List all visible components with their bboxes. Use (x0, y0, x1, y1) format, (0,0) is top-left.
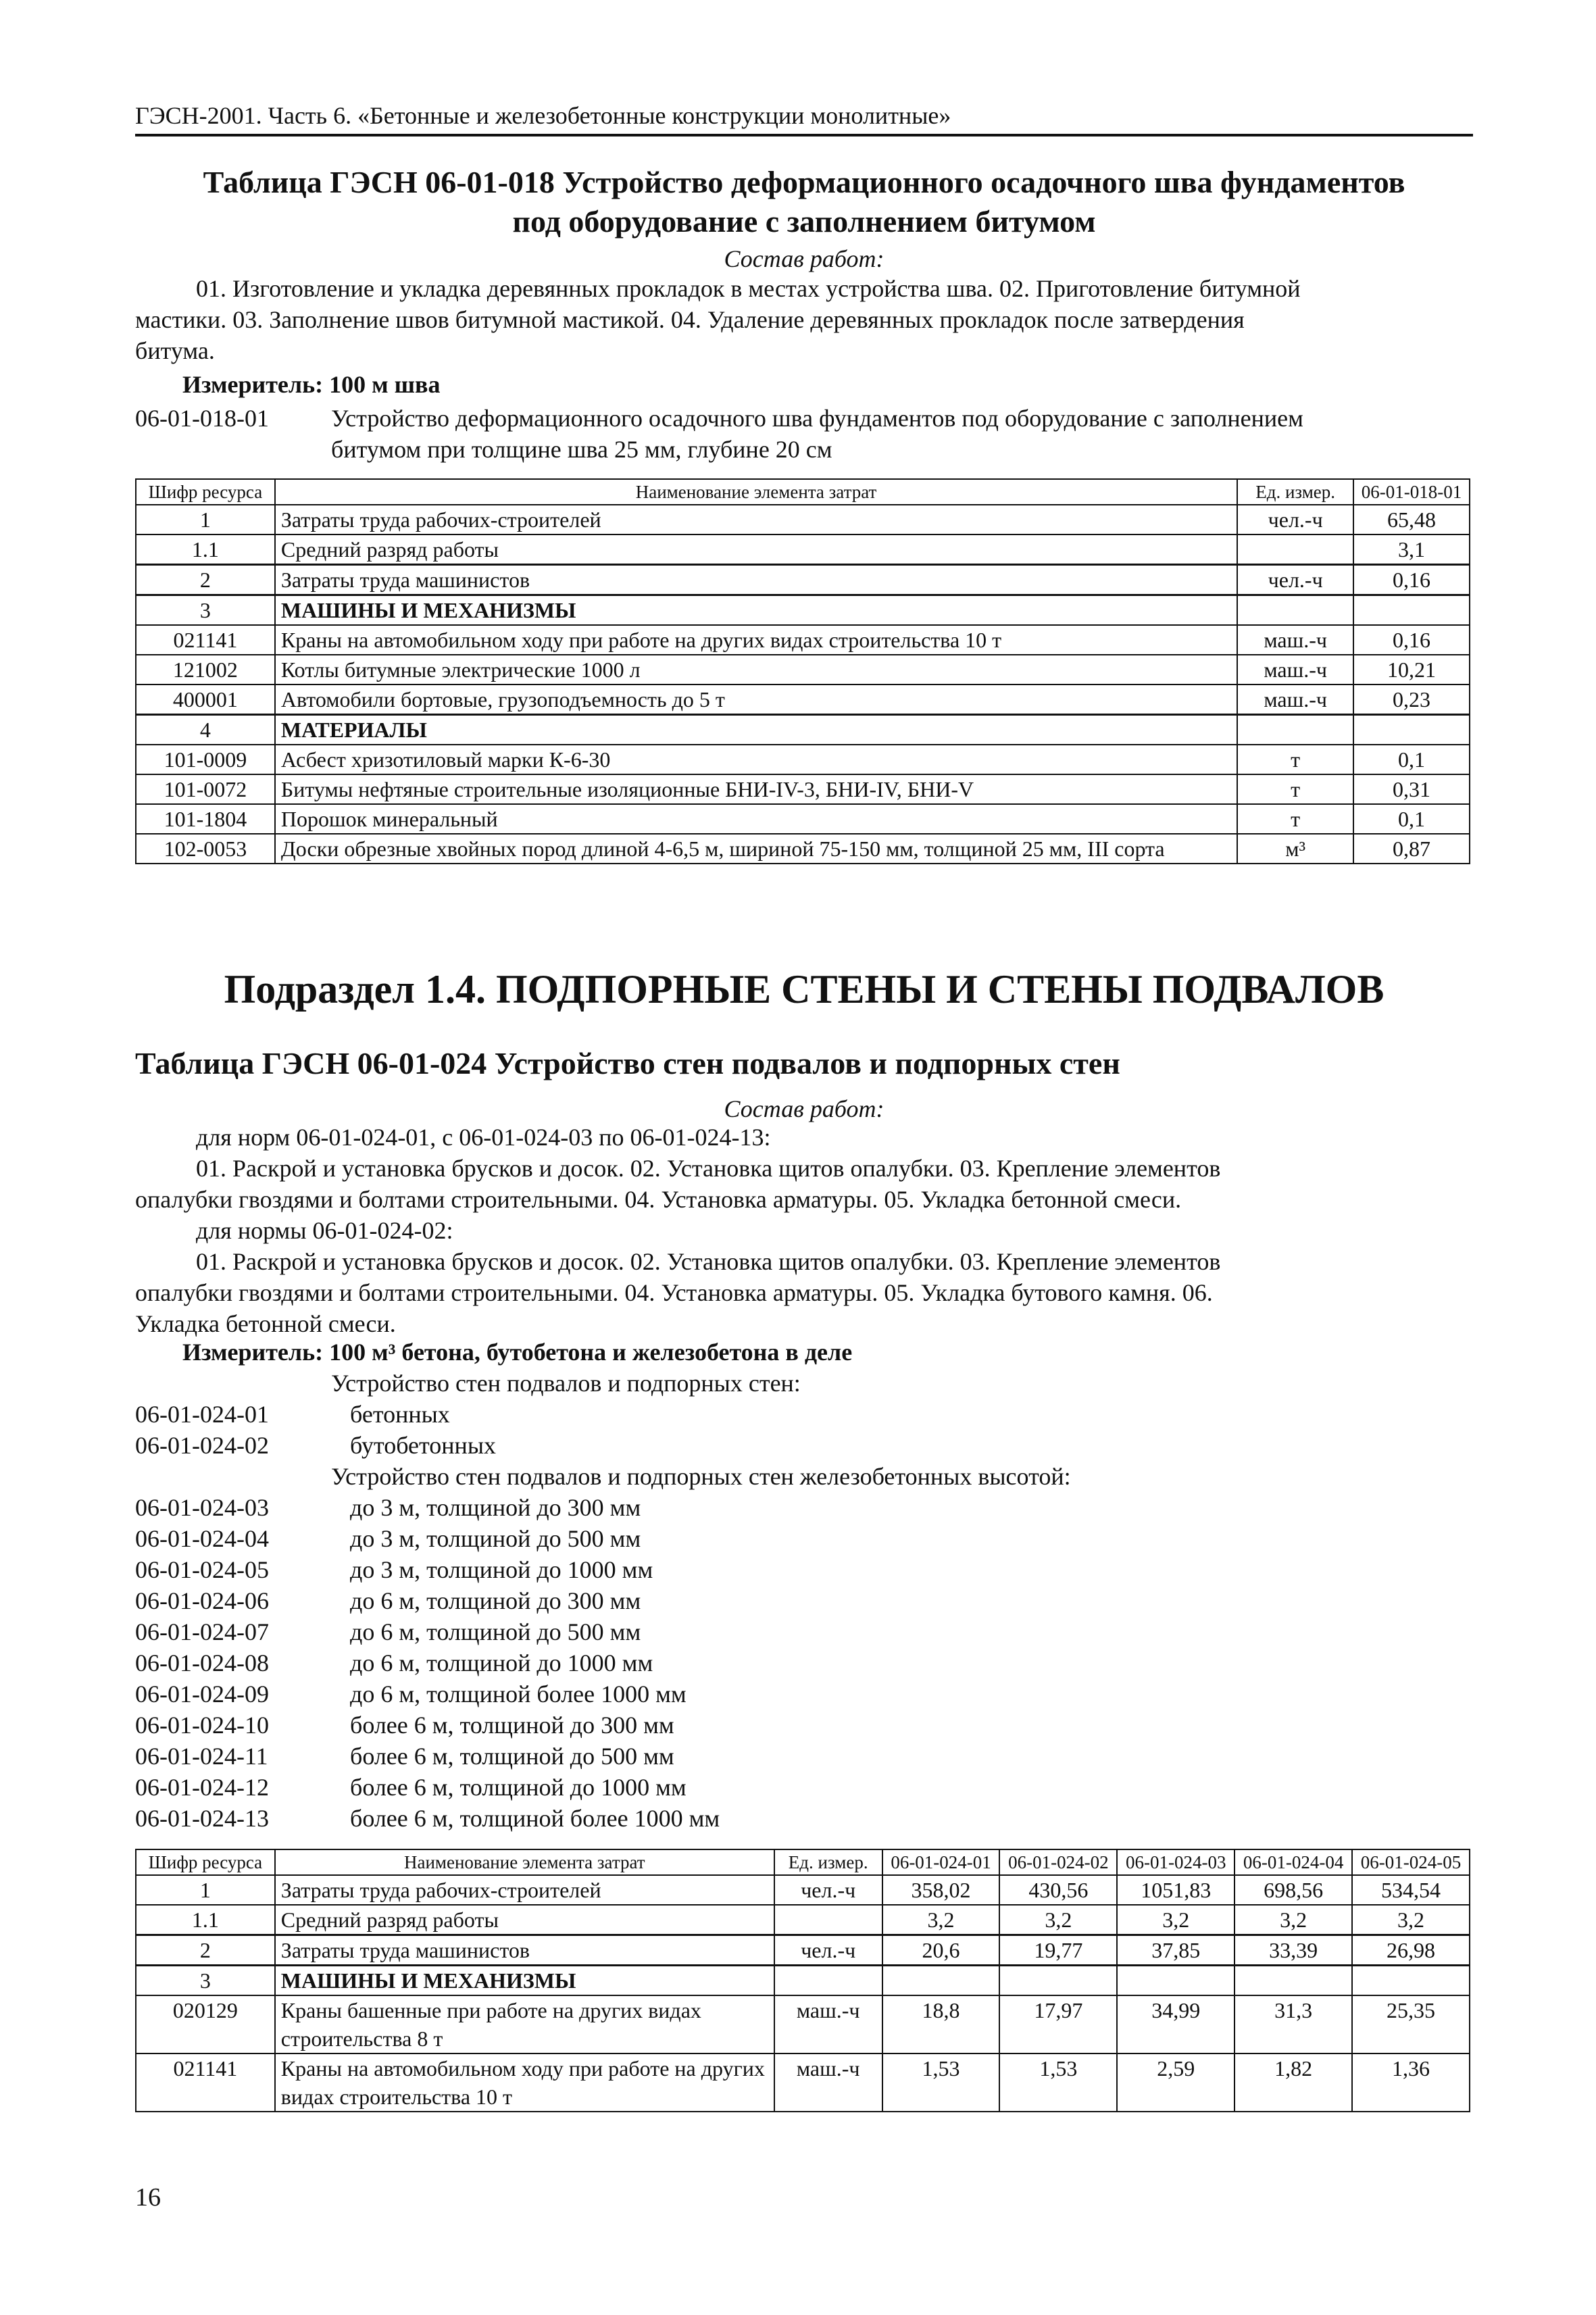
t1-cell-value: 0,23 (1353, 684, 1470, 715)
norm-code: 06-01-024-12 (135, 1774, 269, 1801)
t1-cell-value: 0,16 (1353, 625, 1470, 655)
norm-code: 06-01-024-11 (135, 1743, 268, 1770)
t1-cell-value (1353, 595, 1470, 626)
t2-cell-value: 3,2 (1352, 1905, 1470, 1935)
norm-code: 06-01-024-04 (135, 1525, 269, 1552)
t2-cell-value: 1,36 (1352, 2053, 1470, 2112)
t2-row (136, 1966, 1470, 1996)
norm-code: 06-01-024-06 (135, 1587, 269, 1614)
t2-cell-name: МАШИНЫ И МЕХАНИЗМЫ (275, 1966, 774, 1996)
t2-header-unit: Ед. измер. (774, 1849, 882, 1875)
t1-cell-name: Битумы нефтяные строительные изоляционные БНИ-IV-3, БНИ-IV, БНИ-V (275, 774, 1237, 804)
t2-header-col: 06-01-024-01 (882, 1849, 1000, 1875)
t2-cell-value: 358,02 (882, 1875, 1000, 1905)
t1-cell-code: 102-0053 (136, 834, 275, 864)
norm-code: 06-01-024-13 (135, 1805, 269, 1832)
t1-cell-name: Затраты труда рабочих-строителей (275, 505, 1237, 534)
norm-code: 06-01-024-09 (135, 1681, 269, 1708)
t2-cell-unit (774, 1905, 882, 1935)
t1-cell-code: 101-0072 (136, 774, 275, 804)
t2-cell-value: 430,56 (999, 1875, 1117, 1905)
t1-row (136, 534, 1470, 565)
t2-cell-name: Средний разряд работы (275, 1905, 774, 1935)
t1-cell-name: Краны на автомобильном ходу при работе на других видах строительства 10 т (275, 625, 1237, 655)
t1-cell-name: Доски обрезные хвойных пород длиной 4-6,5 м, шириной 75-150 мм, толщиной 25 мм, III сорта (275, 834, 1237, 864)
table1-work-line3: битума. (135, 337, 215, 364)
table1-work-line2: мастики. 03. Заполнение швов битумной мастикой. 04. Удаление деревянных прокладок после затвердения (135, 306, 1245, 333)
t1-header-unit: Ед. измер. (1237, 479, 1353, 505)
table2-work-heading: Состав работ: (724, 1095, 884, 1122)
table1-work-line1: 01. Изготовление и укладка деревянных прокладок в местах устройства шва. 02. Приготовление битумной (196, 275, 1301, 302)
t2-cell-value: 33,39 (1235, 1935, 1352, 1966)
t2-cell-value: 37,85 (1117, 1935, 1235, 1966)
table1-title-line1: Таблица ГЭСН 06-01-018 Устройство деформационного осадочного шва фундаментов (203, 165, 1405, 199)
t2-cell-value: 3,2 (1117, 1905, 1235, 1935)
t1-row (136, 745, 1470, 774)
t2-cell-code: 1 (136, 1875, 275, 1905)
table2-for-norms-1: для норм 06-01-024-01, с 06-01-024-03 по 06-01-024-13: (196, 1124, 771, 1151)
t2-cell-value: 534,54 (1352, 1875, 1470, 1905)
t1-row (136, 595, 1470, 626)
t1-cell-unit: чел.-ч (1237, 505, 1353, 534)
t1-cell-unit: маш.-ч (1237, 684, 1353, 715)
t1-cell-code: 4 (136, 715, 275, 745)
norm-desc: бутобетонных (350, 1432, 496, 1459)
t2-cell-value: 1051,83 (1117, 1875, 1235, 1905)
norm-desc: до 3 м, толщиной до 300 мм (350, 1494, 641, 1521)
table1-meter: Измеритель: 100 м шва (182, 371, 441, 398)
t1-cell-code: 101-1804 (136, 804, 275, 834)
t1-cell-name: Асбест хризотиловый марки К-6-30 (275, 745, 1237, 774)
table1-work-text (135, 273, 1473, 366)
t1-cell-unit: т (1237, 804, 1353, 834)
t1-cell-code: 121002 (136, 655, 275, 684)
table2-work-a-line1: 01. Раскрой и установка брусков и досок. 02. Установка щитов опалубки. 03. Крепление элементов (196, 1155, 1221, 1182)
table2-work-b-line3: Укладка бетонной смеси. (135, 1310, 396, 1337)
t2-cell-value: 31,3 (1235, 1995, 1352, 2053)
table1-title-line2: под оборудование с заполнением битумом (512, 204, 1096, 239)
t1-cell-name: Средний разряд работы (275, 534, 1237, 565)
t1-cell-unit (1237, 595, 1353, 626)
t2-cell-code: 1.1 (136, 1905, 275, 1935)
norm-desc: до 3 м, толщиной до 1000 мм (350, 1556, 653, 1583)
t1-cell-code: 1.1 (136, 534, 275, 565)
t1-cell-name: Затраты труда машинистов (275, 565, 1237, 595)
t2-cell-value (1352, 1966, 1470, 1996)
t1-cell-unit: чел.-ч (1237, 565, 1353, 595)
t1-cell-value: 0,1 (1353, 804, 1470, 834)
t2-cell-value: 25,35 (1352, 1995, 1470, 2053)
t2-cell-value: 18,8 (882, 1995, 1000, 2053)
t1-cell-code: 2 (136, 565, 275, 595)
t2-cell-code: 2 (136, 1935, 275, 1966)
norm-desc: до 6 м, толщиной до 1000 мм (350, 1649, 653, 1676)
t1-cell-value: 0,16 (1353, 565, 1470, 595)
t1-cell-value: 65,48 (1353, 505, 1470, 534)
t1-row (136, 684, 1470, 715)
t2-cell-name: Затраты труда машинистов (275, 1935, 774, 1966)
document-page: ГЭСН-2001. Часть 6. «Бетонные и железобетонные конструкции монолитные» Таблица ГЭСН 06-01-018 Устройство деформационного осадочного шва фундаментов под оборудование с заполнением битумом Состав работ: 01. Изготовление и укладка деревянных прокладок в местах устройства шва. 02. Приготовление битумной мастики. 03. Заполнение швов битумной мастикой. 04. Удаление деревянных прокладок после затвердения битума. Измеритель: 100 м шва 06-01-018-01 Устройство деформационного осадочного шва фундаментов под оборудование с заполнением битумом при толщине шва 25 мм, глубине 20 см Шифр ресурса Наименование элемента затрат Ед. измер. 06-01-018-01 1 Затраты труда рабочих-строителей чел.-ч 65,48 1.1 Средний разряд работы 3,1 2 Затраты труда машинистов чел.-ч 0,16 3 МАШИНЫ И МЕХАНИЗМЫ 021141 Краны на автомобильном ходу при работе на других видах строительства 10 т маш.-ч 0,16 121002 Котлы битумные электрические 1000 л маш.-ч 10,21 400001 Автомобили бортовые, грузоподъемность до 5 т маш.-ч 0,23 4 МАТЕРИАЛЫ 101-0009 Асбест хризотиловый марки К-6-30 т 0,1 101-0072 Битумы нефтяные строительные изоляционные БНИ-IV-3, БНИ-IV, БНИ-V т 0,31 101-1804 Порошок минеральный т 0,1 102-0053 Доски обрезные хвойных пород длиной 4-6,5 м, шириной 75-150 мм, толщиной 25 мм, III сорта м³ 0,87 Подраздел 1.4. ПОДПОРНЫЕ СТЕНЫ И СТЕНЫ ПОДВАЛОВ Таблица ГЭСН 06-01-024 Устройство стен подвалов и подпорных стен Состав работ: для норм 06-01-024-01, с 06-01-024-03 по 06-01-024-13: 01. Раскрой и установка брусков и досок. 02. Установка щитов опалубки. 03. Крепление элементов опалубки гвоздями и болтами строительными. 04. Установка арматуры. 05. Укладка бетонной смеси. для нормы 06-01-024-02: 01. Раскрой и установка брусков и досок. 02. Установка щитов опалубки. 03. Крепление элементов опалубки гвоздями и болтами строительными. 04. Установка арматуры. 05. Укладка бутового камня. 06. Укладка бетонной смеси. Измеритель: 100 м³ бетона, бутобетона и железобетона в деле Устройство стен подвалов и подпорных стен: 06-01-024-01 бетонных 06-01-024-02 бутобетонных 06-01-024-03 до 3 м, толщиной до 300 мм 06-01-024-04 до 3 м, толщиной до 500 мм 06-01-024-05 до 3 м, толщиной до 1000 мм 06-01-024-06 до 6 м, толщиной до 300 мм 06-01-024-07 до 6 м, толщиной до 500 мм 06-01-024-08 до 6 м, толщиной до 1000 мм 06-01-024-09 до 6 м, толщиной более 1000 мм 06-01-024-10 более 6 м, толщиной до 300 мм 06-01-024-11 более 6 м, толщиной до 500 мм 06-01-024-12 более 6 м, толщиной до 1000 мм 06-01-024-13 более 6 м, толщиной более 1000 мм Устройство стен подвалов и подпорных стен железобетонных высотой: Шифр ресурса Наименование элемента затрат Ед. измер. 06-01-024-01 06-01-024-02 06-01-024-03 06-01-024-04 06-01-024-05 1 Затраты труда рабочих-строителей чел.-ч 358,02 430,56 1051,83 698,56 534,54 1.1 Средний разряд работы 3,2 3,2 3,2 3,2 3,2 2 Затраты труда машинистов чел.-ч 20,6 19,77 37,85 33,39 26,98 3 МАШИНЫ И МЕХАНИЗМЫ 020129 Краны башенные при работе на других видах строительства 8 т маш.-ч 18,8 17,97 34,99 31,3 25,35 021141 Краны на автомобильном ходу при работе на других видах строительства 10 т маш.-ч 1,53 1,53 2,59 1,82 1,36 16 (0, 0, 1596, 2315)
norm-desc: более 6 м, толщиной более 1000 мм (350, 1805, 720, 1832)
t1-cell-name: МАШИНЫ И МЕХАНИЗМЫ (275, 595, 1237, 626)
t1-header-code: Шифр ресурса (136, 479, 275, 505)
norm-desc: более 6 м, толщиной до 500 мм (350, 1743, 674, 1770)
norm-code: 06-01-024-07 (135, 1618, 269, 1645)
t1-cell-name: Автомобили бортовые, грузоподъемность до 5 т (275, 684, 1237, 715)
t1-cell-unit (1237, 715, 1353, 745)
t1-cell-unit (1237, 534, 1353, 565)
t1-cell-name: Порошок минеральный (275, 804, 1237, 834)
t1-row (136, 625, 1470, 655)
norm-code: 06-01-024-02 (135, 1432, 269, 1459)
t2-cell-value (882, 1966, 1000, 1996)
t2-cell-unit: маш.-ч (774, 2053, 882, 2112)
norm-desc: более 6 м, толщиной до 1000 мм (350, 1774, 687, 1801)
norm-desc: бетонных (350, 1401, 450, 1428)
t2-cell-name: Краны на автомобильном ходу при работе на других видах строительства 10 т (275, 2053, 774, 2112)
table2-title: Таблица ГЭСН 06-01-024 Устройство стен подвалов и подпорных стен (135, 1046, 1120, 1080)
t1-cell-value (1353, 715, 1470, 745)
norm-desc: более 6 м, толщиной до 300 мм (350, 1712, 674, 1739)
t1-row (136, 804, 1470, 834)
norm-desc: до 3 м, толщиной до 500 мм (350, 1525, 641, 1552)
t2-cell-code: 3 (136, 1966, 275, 1996)
t1-cell-code: 1 (136, 505, 275, 534)
t1-cell-unit: маш.-ч (1237, 625, 1353, 655)
t1-row (136, 505, 1470, 534)
t2-cell-value (1235, 1966, 1352, 1996)
table2-for-norms-2: для нормы 06-01-024-02: (196, 1217, 453, 1244)
t2-row (136, 1995, 1470, 2053)
table1-norm-desc: Устройство деформационного осадочного шва фундаментов под оборудование с заполнением битумом при толщине шва 25 мм, глубине 20 см (331, 405, 1303, 463)
t1-cell-unit: м³ (1237, 834, 1353, 864)
t2-cell-value: 1,53 (999, 2053, 1117, 2112)
t1-cell-code: 3 (136, 595, 275, 626)
t2-cell-value: 26,98 (1352, 1935, 1470, 1966)
t2-header-code: Шифр ресурса (136, 1849, 275, 1875)
t2-header-col: 06-01-024-04 (1235, 1849, 1352, 1875)
t2-row (136, 1875, 1470, 1905)
t1-header-col1: 06-01-018-01 (1353, 479, 1470, 505)
t2-cell-unit (774, 1966, 882, 1996)
t2-cell-code: 020129 (136, 1995, 275, 2053)
t1-cell-code: 021141 (136, 625, 275, 655)
t2-header-col: 06-01-024-02 (999, 1849, 1117, 1875)
t2-cell-name: Затраты труда рабочих-строителей (275, 1875, 774, 1905)
t1-cell-code: 400001 (136, 684, 275, 715)
t2-header-col: 06-01-024-03 (1117, 1849, 1235, 1875)
table1-work-heading: Состав работ: (724, 245, 884, 272)
norm-desc: до 6 м, толщиной до 300 мм (350, 1587, 641, 1614)
running-header: ГЭСН-2001. Часть 6. «Бетонные и железобетонные конструкции монолитные» (135, 101, 1473, 136)
t2-cell-value: 3,2 (999, 1905, 1117, 1935)
t2-cell-unit: чел.-ч (774, 1935, 882, 1966)
t1-row (136, 715, 1470, 745)
t1-cell-value: 0,31 (1353, 774, 1470, 804)
t1-cell-value: 10,21 (1353, 655, 1470, 684)
t2-cell-value: 19,77 (999, 1935, 1117, 1966)
t1-cell-name: МАТЕРИАЛЫ (275, 715, 1237, 745)
t2-cell-value: 34,99 (1117, 1995, 1235, 2053)
norm-desc: до 6 м, толщиной более 1000 мм (350, 1681, 687, 1708)
t1-cell-unit: т (1237, 774, 1353, 804)
table2-work-b-line1: 01. Раскрой и установка брусков и досок. 02. Установка щитов опалубки. 03. Крепление элементов (196, 1248, 1221, 1275)
t2-cell-value: 3,2 (1235, 1905, 1352, 1935)
t2-cell-code: 021141 (136, 2053, 275, 2112)
table2-grid (135, 1849, 1470, 2112)
t1-cell-code: 101-0009 (136, 745, 275, 774)
norm-desc: до 6 м, толщиной до 500 мм (350, 1618, 641, 1645)
t1-header-name: Наименование элемента затрат (275, 479, 1237, 505)
t2-row (136, 2053, 1470, 2112)
table1-norm-code: 06-01-018-01 (135, 405, 269, 432)
table2-work-b-line2: опалубки гвоздями и болтами строительными. 04. Установка арматуры. 05. Укладка бутового камня. 06. (135, 1279, 1213, 1306)
t1-row (136, 774, 1470, 804)
t1-row (136, 834, 1470, 864)
t2-header-name: Наименование элемента затрат (275, 1849, 774, 1875)
t2-cell-value: 1,53 (882, 2053, 1000, 2112)
t1-row (136, 565, 1470, 595)
t1-cell-unit: т (1237, 745, 1353, 774)
t2-cell-value: 1,82 (1235, 2053, 1352, 2112)
table2-work-text (135, 1122, 1473, 1339)
t2-cell-unit: чел.-ч (774, 1875, 882, 1905)
t1-cell-value: 0,87 (1353, 834, 1470, 864)
t2-cell-value (999, 1966, 1117, 1996)
t2-cell-value (1117, 1966, 1235, 1996)
page-number: 16 (135, 2183, 161, 2212)
t2-row (136, 1935, 1470, 1966)
norm-code: 06-01-024-01 (135, 1401, 269, 1428)
table2-work-a-line2: опалубки гвоздями и болтами строительными. 04. Установка арматуры. 05. Укладка бетонной смеси. (135, 1186, 1182, 1213)
t2-cell-unit: маш.-ч (774, 1995, 882, 2053)
t2-cell-value: 2,59 (1117, 2053, 1235, 2112)
t2-cell-value: 17,97 (999, 1995, 1117, 2053)
t2-cell-name: Краны башенные при работе на других видах строительства 8 т (275, 1995, 774, 2053)
t1-cell-name: Котлы битумные электрические 1000 л (275, 655, 1237, 684)
table2-meter: Измеритель: 100 м³ бетона, бутобетона и железобетона в деле (182, 1339, 853, 1366)
t2-cell-value: 3,2 (882, 1905, 1000, 1935)
t1-cell-unit: маш.-ч (1237, 655, 1353, 684)
section-title: Подраздел 1.4. ПОДПОРНЫЕ СТЕНЫ И СТЕНЫ ПОДВАЛОВ (224, 967, 1385, 1012)
t1-cell-value: 3,1 (1353, 534, 1470, 565)
t2-cell-value: 698,56 (1235, 1875, 1352, 1905)
t1-row (136, 655, 1470, 684)
table1-grid (135, 478, 1470, 864)
t2-cell-value: 20,6 (882, 1935, 1000, 1966)
t1-cell-value: 0,1 (1353, 745, 1470, 774)
t2-row (136, 1905, 1470, 1935)
norm-code: 06-01-024-10 (135, 1712, 269, 1739)
norm-code: 06-01-024-08 (135, 1649, 269, 1676)
norm-code: 06-01-024-05 (135, 1556, 269, 1583)
norm-code: 06-01-024-03 (135, 1494, 269, 1521)
t2-header-col: 06-01-024-05 (1352, 1849, 1470, 1875)
